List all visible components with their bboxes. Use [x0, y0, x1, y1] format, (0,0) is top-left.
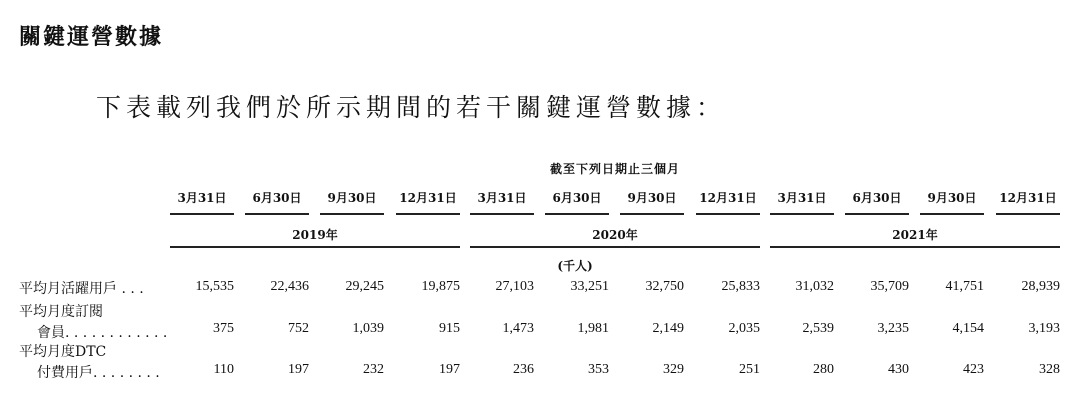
- table-cell: 197: [288, 362, 309, 377]
- table-cell: 251: [739, 362, 760, 377]
- table-cell: 28,939: [1021, 279, 1060, 294]
- table-cell: 110: [213, 362, 234, 377]
- intro-text: 下表載列我們於所示期間的若干關鍵運營數據：: [96, 93, 727, 122]
- date-underline: [545, 213, 609, 215]
- table-cell: 4,154: [952, 321, 984, 336]
- date-underline: [396, 213, 460, 215]
- row-label-continuation: 會員. . . . . . . . . . . .: [37, 325, 168, 341]
- date-header-row: [166, 189, 1060, 219]
- date-underline: [696, 213, 760, 215]
- date-header-cell: 9月30日: [627, 191, 677, 205]
- date-underline: [170, 213, 234, 215]
- date-header-cell: 3月31日: [477, 191, 527, 205]
- date-header-cell: 6月30日: [552, 191, 602, 205]
- date-underline: [845, 213, 909, 215]
- year-header-cell: 2020年: [592, 228, 638, 242]
- date-underline: [620, 213, 684, 215]
- row-label-continuation: 付費用戶. . . . . . . .: [37, 365, 160, 381]
- table-cell: 1,039: [352, 321, 384, 336]
- date-header-cell: 3月31日: [777, 191, 827, 205]
- year-header-row: [166, 226, 1060, 254]
- table-cell: 19,875: [421, 279, 460, 294]
- table-cell: 430: [888, 362, 909, 377]
- row-label: 平均月度訂閱: [19, 304, 103, 320]
- table-cell: 353: [588, 362, 609, 377]
- table-cell: 3,235: [877, 321, 909, 336]
- table-cell: 236: [513, 362, 534, 377]
- date-underline: [245, 213, 309, 215]
- table-cell: 2,539: [802, 321, 834, 336]
- year-underline: [770, 246, 1060, 248]
- table-cell: 375: [213, 321, 234, 336]
- unit-label: (千人): [557, 259, 593, 273]
- table-cell: 3,193: [1028, 321, 1060, 336]
- date-header-cell: 12月31日: [699, 191, 757, 205]
- date-header-cell: 6月30日: [852, 191, 902, 205]
- table-cell: 1,473: [502, 321, 534, 336]
- row-label: 平均月度DTC: [19, 344, 107, 360]
- table-cell: 752: [288, 321, 309, 336]
- table-cell: 328: [1039, 362, 1060, 377]
- table-cell: 1,981: [577, 321, 609, 336]
- date-underline: [470, 213, 534, 215]
- year-underline: [170, 246, 460, 248]
- table-cell: 33,251: [570, 279, 609, 294]
- table-cell: 41,751: [945, 279, 984, 294]
- date-underline: [920, 213, 984, 215]
- year-underline: [470, 246, 760, 248]
- date-header-cell: 12月31日: [399, 191, 457, 205]
- table-cell: 915: [439, 321, 460, 336]
- date-header-cell: 9月30日: [327, 191, 377, 205]
- date-header-cell: 6月30日: [252, 191, 302, 205]
- table-cell: 27,103: [495, 279, 534, 294]
- table-cell: 329: [663, 362, 684, 377]
- date-header-cell: 12月31日: [999, 191, 1057, 205]
- table-cell: 280: [813, 362, 834, 377]
- row-label: 平均月活躍用戶 . . .: [19, 281, 144, 297]
- table-cell: 232: [363, 362, 384, 377]
- date-underline: [770, 213, 834, 215]
- table-cell: 2,149: [652, 321, 684, 336]
- year-header-cell: 2021年: [892, 228, 938, 242]
- period-span-header: 截至下列日期止三個月: [549, 162, 680, 176]
- table-cell: 35,709: [870, 279, 909, 294]
- table-cell: 22,436: [270, 279, 309, 294]
- table-cell: 31,032: [795, 279, 834, 294]
- section-heading: 關鍵運營數據: [19, 24, 164, 50]
- table-cell: 25,833: [721, 279, 760, 294]
- table-cell: 197: [439, 362, 460, 377]
- table-cell: 29,245: [345, 279, 384, 294]
- table-cell: 15,535: [195, 279, 234, 294]
- date-underline: [996, 213, 1060, 215]
- year-header-cell: 2019年: [292, 228, 338, 242]
- date-underline: [320, 213, 384, 215]
- table-cell: 2,035: [728, 321, 760, 336]
- date-header-cell: 3月31日: [177, 191, 227, 205]
- table-cell: 32,750: [645, 279, 684, 294]
- date-header-cell: 9月30日: [927, 191, 977, 205]
- table-cell: 423: [963, 362, 984, 377]
